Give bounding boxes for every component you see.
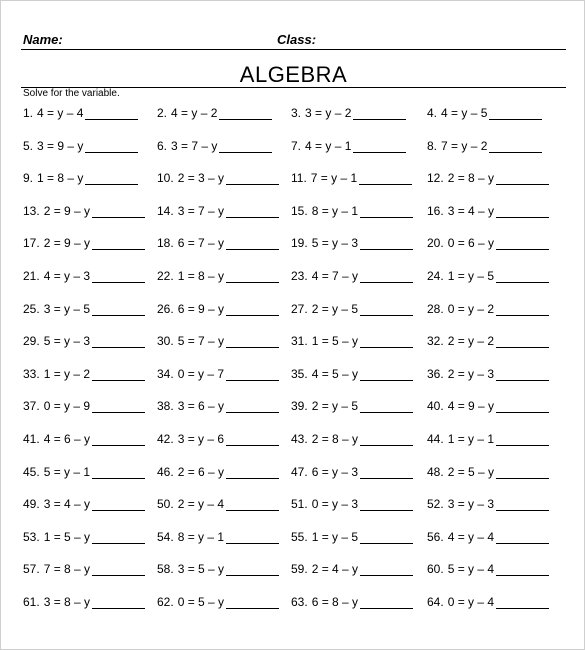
problem-number: 32. [427,334,444,349]
answer-blank[interactable] [496,303,549,316]
problem-item [427,269,549,287]
problem-equation: 4 = y – 5 [441,106,488,120]
answer-blank[interactable] [226,433,279,446]
problem-item [157,139,272,157]
problem-equation: 0 = 6 – y [447,236,495,251]
problem-item [23,367,145,385]
problem-equation: 3 = 7 – y [177,203,225,218]
problem-item [23,204,145,222]
answer-blank[interactable] [226,368,279,381]
problem-item [427,595,549,613]
problem-item [291,106,406,124]
problem-equation: 0 = y – 2 [447,301,495,316]
problem-equation: 2 = 9 – y [43,236,91,251]
problem-number: 18. [157,236,174,251]
answer-blank[interactable] [496,498,549,511]
problem-number: 40. [427,399,444,414]
problem-equation: 2 = 8 – y [447,171,495,186]
problem-equation: 4 = 5 – y [311,366,359,381]
answer-blank[interactable] [360,433,413,446]
problem-item [427,106,542,124]
problem-number: 41. [23,431,40,446]
problem-row [23,427,563,460]
problem-item [291,269,413,287]
problem-equation: 3 = 7 – y [171,138,218,153]
answer-blank[interactable] [226,466,279,479]
problem-item [23,399,145,417]
problem-item [23,302,145,320]
problem-item [157,334,279,352]
problem-item [427,497,549,515]
problem-item [291,595,413,613]
problem-number: 38. [157,399,174,414]
problem-number: 21. [23,268,40,283]
problem-number: 30. [157,334,174,349]
problem-item [23,497,145,515]
problem-number: 14. [157,203,174,218]
answer-blank[interactable] [226,531,279,544]
problem-row [23,460,563,493]
problem-equation: 2 = 4 – y [311,562,359,577]
problem-number: 59. [291,562,308,577]
problem-row [23,492,563,525]
problem-row [23,394,563,427]
problem-item [157,530,279,548]
problem-number: 33. [23,366,40,381]
problem-equation: 1 = y – 2 [43,366,91,381]
problem-item [291,236,413,254]
problem-item [23,139,138,157]
problem-number: 2. [157,106,168,120]
problem-item [157,399,279,417]
problem-item [157,106,272,124]
problem-row [23,525,563,558]
problem-number: 49. [23,497,40,512]
answer-blank[interactable] [360,596,413,609]
problem-equation: 2 = y – 3 [447,366,495,381]
answer-blank[interactable] [360,205,413,218]
problem-item [291,399,413,417]
answer-blank[interactable] [496,205,549,218]
problem-number: 24. [427,268,444,283]
problem-equation: 2 = 6 – y [177,464,225,479]
problem-equation: 1 = y – 5 [311,529,359,544]
answer-blank[interactable] [226,563,279,576]
problem-equation: 2 = 8 – y [311,431,359,446]
answer-blank[interactable] [360,400,413,413]
problem-number: 28. [427,301,444,316]
problem-equation: 4 = 7 – y [311,268,359,283]
problem-item [427,432,549,450]
problem-number: 58. [157,562,174,577]
problem-equation: 5 = 7 – y [177,334,225,349]
problem-row [23,199,563,232]
problem-equation: 1 = 5 – y [43,529,91,544]
problem-item [23,334,145,352]
problem-equation: 0 = y – 9 [43,399,91,414]
answer-blank[interactable] [85,172,138,185]
problem-number: 46. [157,464,174,479]
answer-blank[interactable] [226,400,279,413]
problem-equation: 0 = y – 7 [177,366,225,381]
answer-blank[interactable] [489,140,542,153]
problem-equation: 2 = 9 – y [43,203,91,218]
answer-blank[interactable] [353,140,406,153]
answer-blank[interactable] [85,107,138,120]
problem-item [23,432,145,450]
problem-equation: 5 = y – 1 [43,464,91,479]
problem-item [427,399,549,417]
problem-number: 10. [157,171,174,186]
answer-blank[interactable] [92,531,145,544]
problem-number: 37. [23,399,40,414]
problem-equation: 4 = y – 4 [37,106,84,120]
problem-item [291,334,413,352]
problem-equation: 1 = 8 – y [177,268,225,283]
answer-blank[interactable] [226,596,279,609]
problem-equation: 2 = y – 5 [311,399,359,414]
answer-blank[interactable] [496,563,549,576]
problem-equation: 2 = y – 4 [177,497,225,512]
problem-equation: 8 = y – 1 [311,203,359,218]
answer-blank[interactable] [496,368,549,381]
answer-blank[interactable] [92,205,145,218]
problem-equation: 5 = y – 4 [447,562,495,577]
problem-equation: 2 = y – 2 [447,334,495,349]
problem-number: 9. [23,171,34,186]
problem-equation: 3 = 5 – y [177,562,225,577]
problem-number: 11. [291,171,307,186]
problem-equation: 4 = 6 – y [43,431,91,446]
worksheet-header [21,29,566,50]
answer-blank[interactable] [92,433,145,446]
problem-item [157,302,279,320]
problem-item [157,204,279,222]
problem-number: 34. [157,366,174,381]
problem-number: 50. [157,497,174,512]
problem-item [157,236,279,254]
problem-equation: 4 = y – 3 [43,268,91,283]
problem-equation: 0 = y – 4 [447,594,495,609]
answer-blank[interactable] [496,531,549,544]
answer-blank[interactable] [496,172,549,185]
answer-blank[interactable] [85,140,138,153]
problem-equation: 3 = 4 – y [447,203,495,218]
problem-equation: 2 = 3 – y [177,171,225,186]
problem-item [427,236,549,254]
problem-number: 13. [23,203,40,218]
answer-blank[interactable] [360,335,413,348]
problem-number: 3. [291,106,302,120]
answer-blank[interactable] [226,172,279,185]
problem-item [23,595,145,613]
problem-item [427,465,549,483]
problem-number: 29. [23,334,40,349]
problem-number: 36. [427,366,444,381]
problem-number: 6. [157,138,168,153]
problem-equation: 3 = 6 – y [177,399,225,414]
problem-item [157,432,279,450]
answer-blank[interactable] [359,172,412,185]
problem-equation: 3 = y – 6 [177,431,225,446]
problem-number: 45. [23,464,40,479]
name-label: Name: [23,32,63,47]
problem-item [427,562,549,580]
problem-equation: 0 = 5 – y [177,594,225,609]
answer-blank[interactable] [92,335,145,348]
problem-item [157,497,279,515]
problem-number: 42. [157,431,174,446]
answer-blank[interactable] [360,531,413,544]
problem-grid [23,101,563,623]
problem-equation: 1 = y – 1 [447,431,495,446]
problem-item [23,236,145,254]
problem-number: 52. [427,497,444,512]
problem-equation: 3 = y – 3 [447,497,495,512]
problem-item [427,530,549,548]
problem-equation: 4 = y – 4 [447,529,495,544]
problem-number: 51. [291,497,308,512]
problem-item [291,497,413,515]
problem-equation: 3 = y – 5 [43,301,91,316]
problem-item [291,204,413,222]
instructions: Solve for the variable. [23,88,120,99]
problem-number: 43. [291,431,308,446]
problem-item [291,432,413,450]
problem-row [23,101,563,134]
problem-row [23,557,563,590]
problem-number: 27. [291,301,308,316]
answer-blank[interactable] [219,140,272,153]
problem-row [23,166,563,199]
problem-number: 15. [291,203,308,218]
problem-item [23,530,145,548]
problem-number: 19. [291,236,308,251]
problem-number: 20. [427,236,444,251]
problem-equation: 5 = y – 3 [311,236,359,251]
worksheet-title: ALGEBRA [239,62,348,87]
problem-number: 48. [427,464,444,479]
problem-equation: 8 = y – 1 [177,529,225,544]
problem-equation: 2 = y – 5 [311,301,359,316]
answer-blank[interactable] [360,563,413,576]
answer-blank[interactable] [496,270,549,283]
problem-number: 22. [157,268,174,283]
problem-number: 25. [23,301,40,316]
problem-number: 12. [427,171,444,186]
answer-blank[interactable] [496,466,549,479]
problem-equation: 4 = y – 2 [171,106,218,120]
problem-number: 57. [23,562,40,577]
answer-blank[interactable] [92,596,145,609]
problem-row [23,329,563,362]
problem-number: 39. [291,399,308,414]
answer-blank[interactable] [226,303,279,316]
problem-item [157,367,279,385]
answer-blank[interactable] [360,270,413,283]
problem-item [157,269,279,287]
problem-equation: 7 = y – 2 [441,138,488,153]
problem-equation: 6 = y – 3 [311,464,359,479]
problem-equation: 4 = 9 – y [447,399,495,414]
answer-blank[interactable] [92,237,145,250]
problem-equation: 6 = 8 – y [311,594,359,609]
problem-equation: 6 = 7 – y [177,236,225,251]
problem-equation: 1 = y – 5 [447,268,495,283]
answer-blank[interactable] [92,270,145,283]
problem-number: 62. [157,594,174,609]
problem-number: 44. [427,431,444,446]
answer-blank[interactable] [226,335,279,348]
answer-blank[interactable] [226,237,279,250]
problem-equation: 3 = 4 – y [43,497,91,512]
answer-blank[interactable] [92,563,145,576]
problem-number: 56. [427,529,444,544]
problem-item [291,530,413,548]
problem-number: 26. [157,301,174,316]
answer-blank[interactable] [92,368,145,381]
problem-equation: 3 = 9 – y [37,138,84,153]
problem-item [427,171,549,189]
problem-item [427,139,542,157]
problem-equation: 3 = y – 2 [305,106,352,120]
problem-equation: 4 = y – 1 [305,138,352,153]
answer-blank[interactable] [92,466,145,479]
problem-equation: 1 = 8 – y [37,171,84,186]
title-bar [21,61,566,88]
answer-blank[interactable] [360,303,413,316]
problem-item [23,465,145,483]
problem-item [291,465,413,483]
problem-equation: 6 = 9 – y [177,301,225,316]
problem-number: 1. [23,106,34,120]
problem-equation: 0 = y – 3 [311,497,359,512]
problem-row [23,362,563,395]
problem-item [157,595,279,613]
answer-blank[interactable] [92,400,145,413]
answer-blank[interactable] [226,498,279,511]
problem-row [23,231,563,264]
problem-number: 4. [427,106,438,120]
problem-item [23,269,145,287]
problem-number: 55. [291,529,308,544]
answer-blank[interactable] [496,335,549,348]
problem-item [157,171,279,189]
problem-item [427,367,549,385]
problem-equation: 7 = y – 1 [310,171,358,186]
problem-item [427,204,549,222]
problem-item [157,465,279,483]
answer-blank[interactable] [360,237,413,250]
problem-row [23,264,563,297]
answer-blank[interactable] [360,368,413,381]
problem-row [23,297,563,330]
problem-number: 23. [291,268,308,283]
problem-item [23,171,138,189]
problem-item [427,302,549,320]
problem-number: 64. [427,594,444,609]
problem-number: 53. [23,529,40,544]
problem-number: 8. [427,138,438,153]
answer-blank[interactable] [360,466,413,479]
problem-number: 5. [23,138,34,153]
answer-blank[interactable] [226,270,279,283]
problem-row [23,590,563,623]
problem-number: 16. [427,203,444,218]
problem-row [23,134,563,167]
answer-blank[interactable] [92,303,145,316]
answer-blank[interactable] [496,433,549,446]
problem-equation: 1 = 5 – y [311,334,359,349]
problem-item [23,562,145,580]
problem-item [291,562,413,580]
problem-item [291,139,406,157]
answer-blank[interactable] [92,498,145,511]
problem-item [291,171,412,189]
problem-item [427,334,549,352]
answer-blank[interactable] [496,237,549,250]
answer-blank[interactable] [219,107,272,120]
answer-blank[interactable] [496,596,549,609]
problem-number: 60. [427,562,444,577]
answer-blank[interactable] [496,400,549,413]
problem-item [291,302,413,320]
problem-equation: 2 = 5 – y [447,464,495,479]
problem-number: 7. [291,138,302,153]
problem-number: 47. [291,464,308,479]
problem-number: 35. [291,366,308,381]
problem-number: 61. [23,594,40,609]
problem-item [23,106,138,124]
problem-number: 63. [291,594,308,609]
problem-equation: 5 = y – 3 [43,334,91,349]
answer-blank[interactable] [353,107,406,120]
problem-equation: 7 = 8 – y [43,562,91,577]
answer-blank[interactable] [226,205,279,218]
answer-blank[interactable] [489,107,542,120]
problem-number: 31. [291,334,308,349]
problem-number: 54. [157,529,174,544]
answer-blank[interactable] [360,498,413,511]
problem-number: 17. [23,236,40,251]
class-label: Class: [277,32,317,47]
problem-item [157,562,279,580]
problem-equation: 3 = 8 – y [43,594,91,609]
problem-item [291,367,413,385]
